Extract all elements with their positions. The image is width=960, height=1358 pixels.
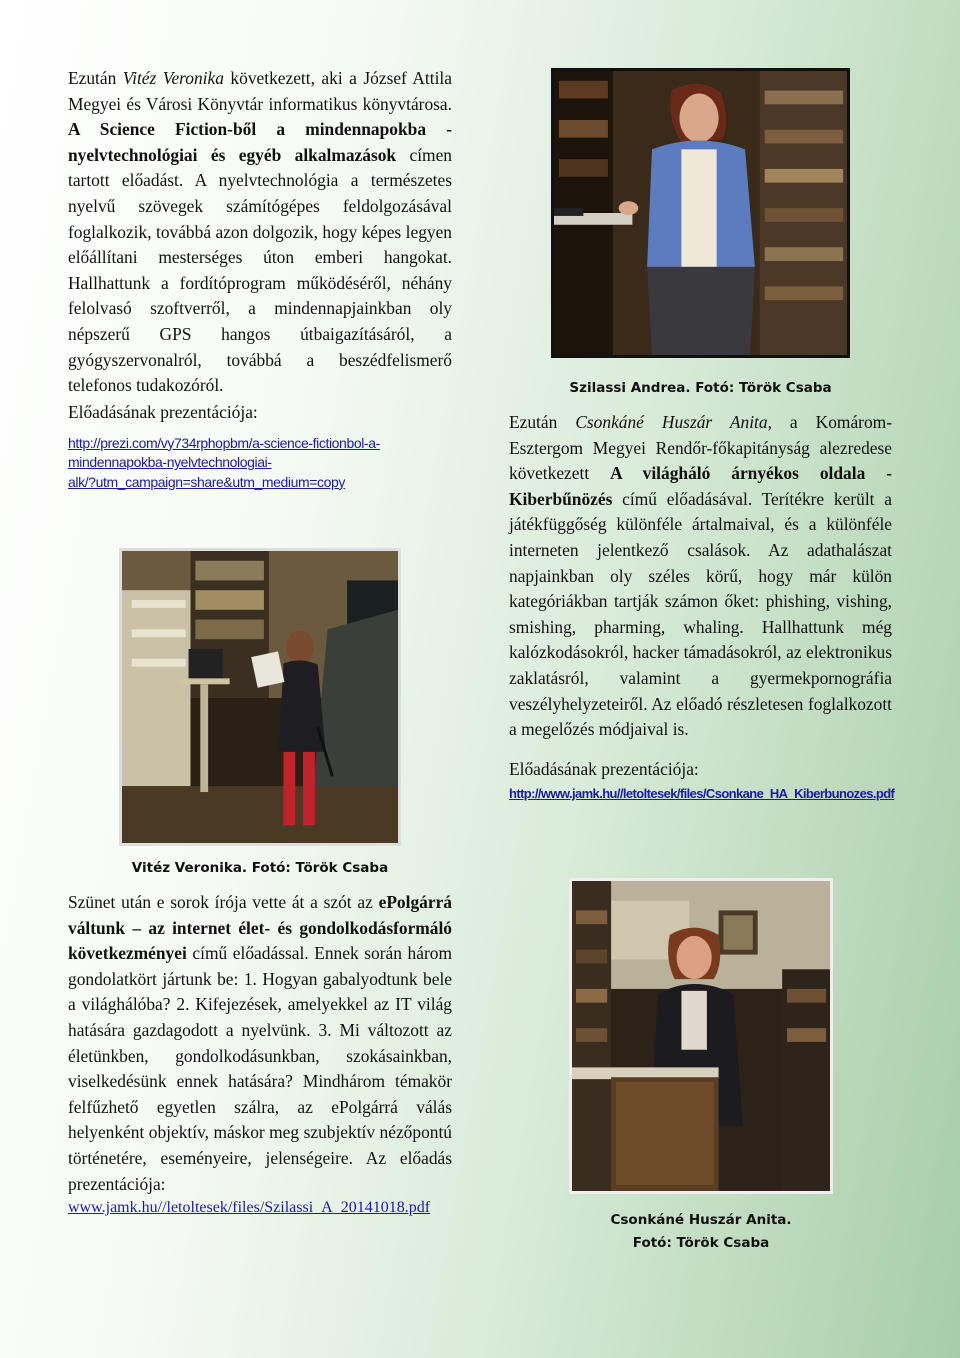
article-left-bottom xyxy=(68,890,452,1217)
caption-szilassi: Szilassi Andrea. Fotó: Török Csaba xyxy=(569,380,832,396)
text: Szünet után e sorok írója vette át a szót az xyxy=(68,892,379,912)
text: következett, aki a József Attila Megyei és Városi Könyvtár informatikus könyvtárosa. xyxy=(68,68,452,114)
talk-title: A Science Fiction-ből a mindennapokba - nyelvtechnológiai és egyéb alkalmazások xyxy=(68,119,452,165)
text: Ezután xyxy=(68,68,123,88)
text: Ezután xyxy=(509,412,576,432)
prezi-link-line3[interactable]: alk/?utm_campaign=share&utm_medium=copy xyxy=(68,473,345,490)
paragraph-vitez xyxy=(68,66,452,399)
photo-vitez-veronika xyxy=(119,548,401,846)
csonkane-pdf-link[interactable]: http://www.jamk.hu//letoltesek/files/Csonkane_HA_Kiberbunozes.pdf xyxy=(509,785,895,801)
paragraph-szilassi xyxy=(68,890,452,1197)
text: , a Komárom-Esztergom Megyei Rendőr-főkapitányság alezredese következett xyxy=(509,412,892,484)
caption-csonkane-line2: Fotó: Török Csaba xyxy=(632,1235,770,1251)
photo-csonkane-huszar-anita xyxy=(569,878,833,1194)
photo-szilassi-andrea xyxy=(551,68,850,358)
szilassi-pdf-link[interactable]: www.jamk.hu//letoltesek/files/Szilassi_A_20141018.pdf xyxy=(68,1199,431,1217)
caption-csonkane-line1: Csonkáné Huszár Anita. xyxy=(610,1212,792,1228)
speaker-name: Csonkáné Huszár Anita xyxy=(575,412,768,432)
presentation-label: Előadásának prezentációja: xyxy=(509,758,699,779)
paragraph-csonkane xyxy=(509,410,892,743)
article-right xyxy=(509,410,895,803)
text: címen tartott előadást. A nyelvtechnológia a természetes nyelvű szövegek számítógépes feldolgozásával foglalkozik, továbbá azon dolgozik, hogy képes legyen előállítani mesterséges úton emberi hangokat. Hallhattunk a fordítóprogram működéséről, néhány felolvasó szoftverről, a mindennapjainkban oly népszerű GPS hangos útbaigazításáról, a gyógyszervonalról, továbbá a beszédfelismerő telefonos tudakozóról. xyxy=(68,144,452,396)
text: című előadással. Ennek során három gondolatkört jártunk be: 1. Hogyan gabalyodtunk bele a világhálóba? 2. Kifejezések, amelyekkel az IT világ hatására gazdagodott a nyelvünk. 3. Mi változott az életünkben, gondolkodásunkban, szokásainkban, viselkedésünk ennek hatására? Mindhárom témakör felfűzhető egyetlen szálra, az ePolgárrá válás helyenként objektív, máskor meg szubjektív nézőpontú történetére, eseményeire, jelenségeire. Az előadás prezentációja: xyxy=(68,943,452,1194)
text: című előadásával. Terítékre került a játékfüggőség különféle ártalmaival, és a különféle interneten jelentkező csalások. Az adathalászat napjainkban oly széles körű, hogy már külön kategóriákban tartják számon őket: phishing, vishing, smishing, pharming, whaling. Hallhattunk még kalózkodásokról, hacker támadásokról, az elektronikus zaklatásról, valamint a gyermekpornográfia veszélyhelyzeteiről. Az előadó részletesen foglalkozott a megelőzés módjaival is. xyxy=(509,488,892,740)
caption-vitez: Vitéz Veronika. Fotó: Török Csaba xyxy=(131,860,389,876)
talk-title: ePolgárrá váltunk – az internet élet- és gondolkodásformáló következményei xyxy=(68,892,452,964)
presentation-label: Előadásának prezentációja: xyxy=(68,401,258,422)
prezi-link-line2[interactable]: mindennapokba-nyelvtechnologiai- xyxy=(68,454,272,471)
speaker-name: Vitéz Veronika xyxy=(122,68,224,88)
prezi-link-line1[interactable]: http://prezi.com/vy734rphopbm/a-science-fictionbol-a- xyxy=(68,434,380,451)
talk-title: A világháló árnyékos oldala - Kiberbűnözés xyxy=(509,463,893,509)
article-left-top xyxy=(68,66,452,492)
